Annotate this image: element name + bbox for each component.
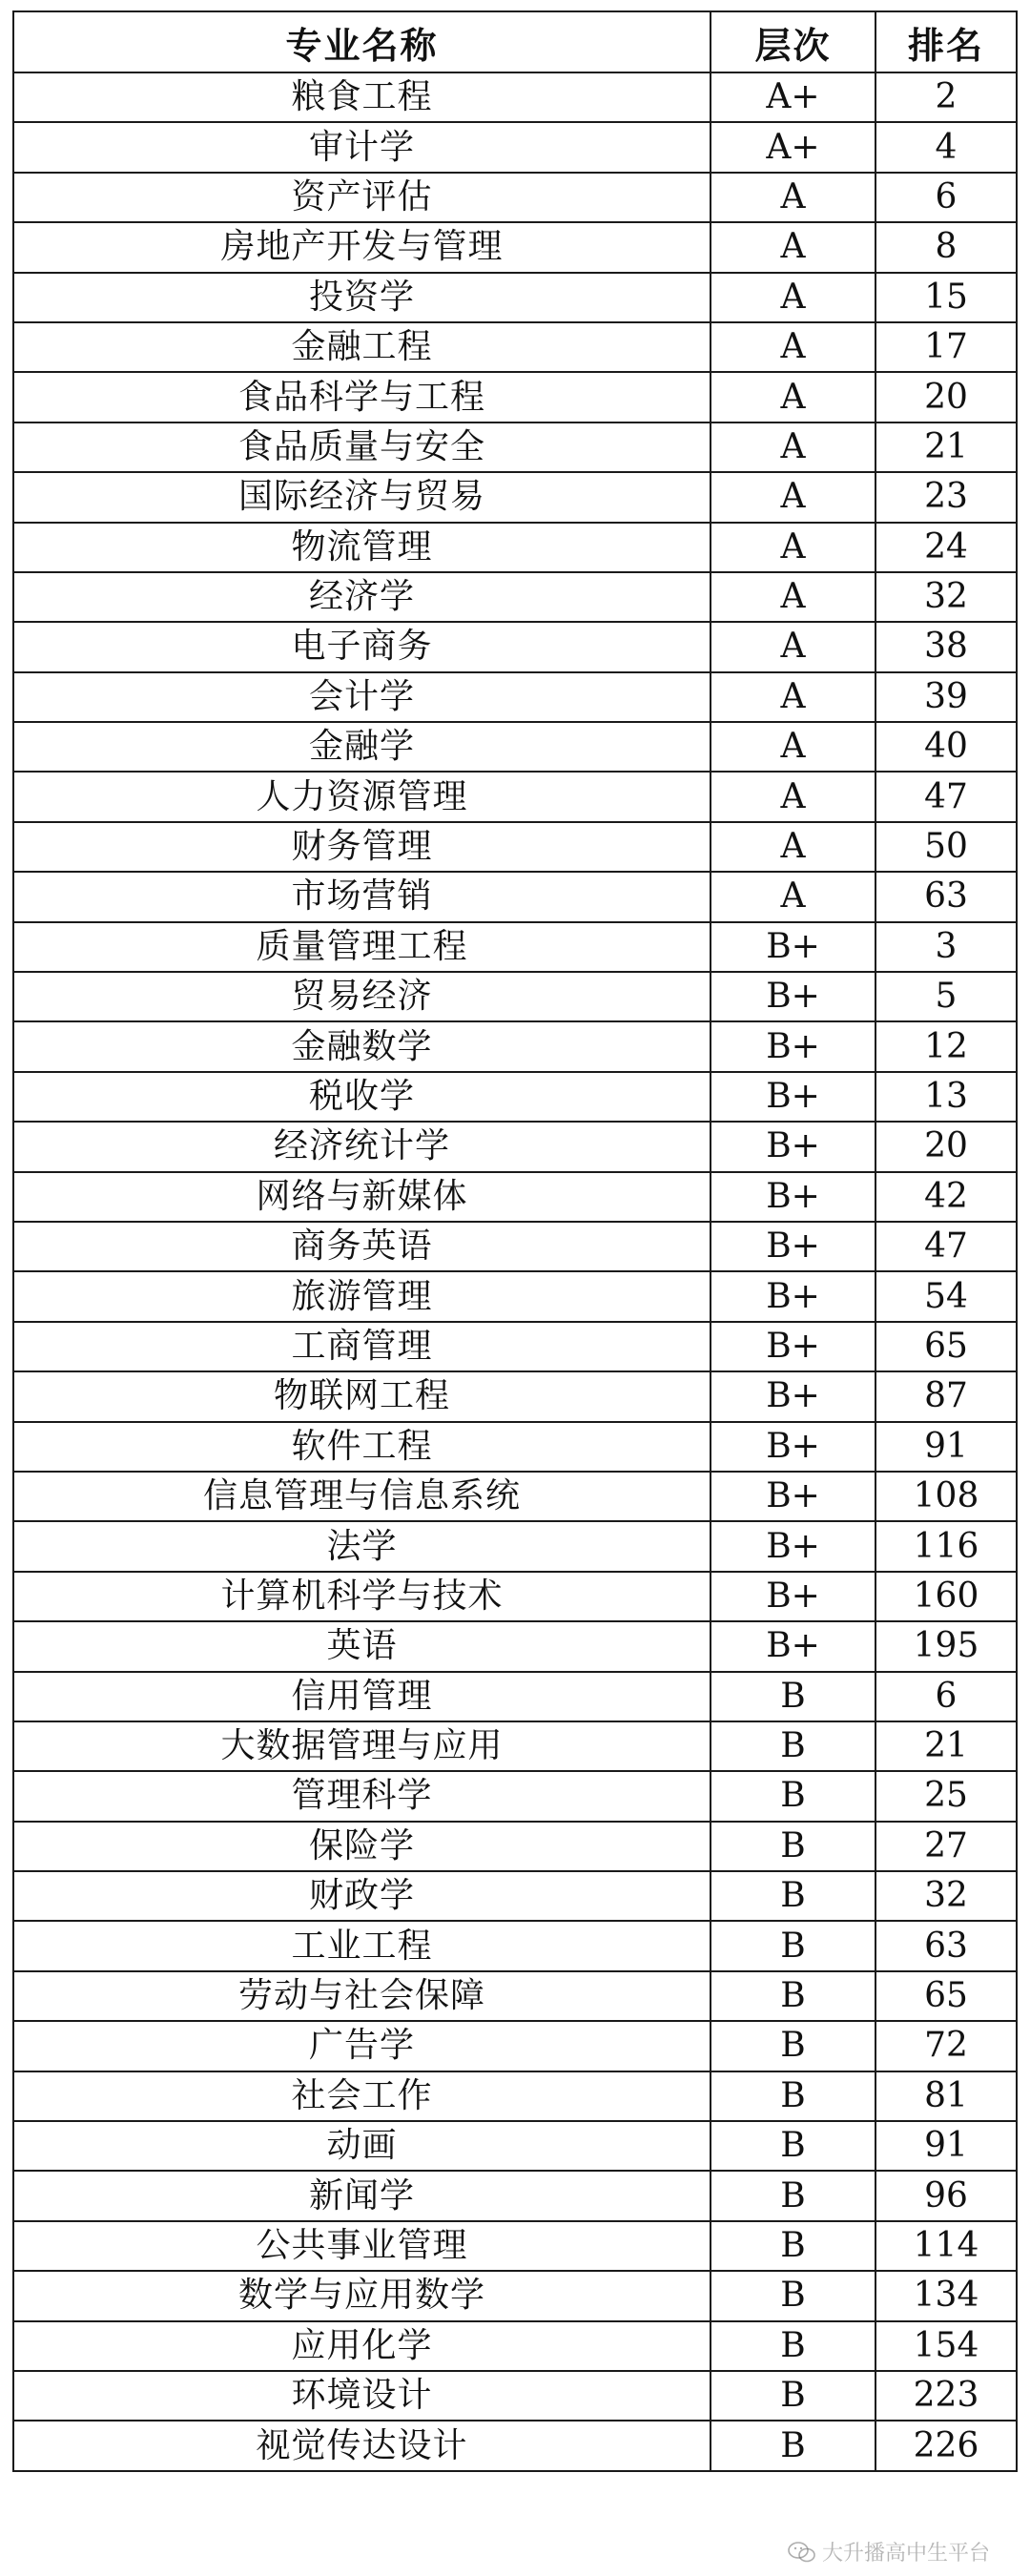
- cell-rank: 8: [876, 222, 1017, 272]
- table-row: [13, 2171, 1017, 2220]
- cell-major-name: 食品科学与工程: [13, 372, 711, 422]
- cell-rank: 81: [876, 2071, 1017, 2121]
- cell-level: B+: [711, 1322, 876, 1371]
- cell-level: B+: [711, 1521, 876, 1571]
- table-row: [13, 1172, 1017, 1222]
- cell-major-name: 金融学: [13, 722, 711, 772]
- cell-level: A: [711, 872, 876, 921]
- cell-major-name: 工商管理: [13, 1322, 711, 1371]
- table-row: [13, 2021, 1017, 2071]
- cell-rank: 32: [876, 572, 1017, 622]
- table-row: [13, 1322, 1017, 1371]
- table-row: [13, 322, 1017, 372]
- cell-rank: 21: [876, 422, 1017, 472]
- cell-major-name: 计算机科学与技术: [13, 1572, 711, 1621]
- cell-level: B: [711, 2421, 876, 2470]
- table-row: [13, 1271, 1017, 1321]
- cell-level: B+: [711, 1222, 876, 1271]
- cell-rank: 6: [876, 1672, 1017, 1721]
- table-row: [13, 2271, 1017, 2320]
- cell-major-name: 公共事业管理: [13, 2221, 711, 2271]
- cell-major-name: 投资学: [13, 273, 711, 322]
- table-row: [13, 872, 1017, 921]
- table-body: [13, 72, 1017, 2471]
- cell-major-name: 信息管理与信息系统: [13, 1472, 711, 1521]
- cell-level: A: [711, 273, 876, 322]
- cell-level: B: [711, 2371, 876, 2421]
- watermark: [788, 2537, 990, 2566]
- cell-level: A: [711, 173, 876, 222]
- cell-level: B: [711, 2321, 876, 2371]
- cell-major-name: 物流管理: [13, 523, 711, 572]
- cell-rank: 13: [876, 1072, 1017, 1122]
- cell-major-name: 信用管理: [13, 1672, 711, 1721]
- table-row: [13, 572, 1017, 622]
- cell-major-name: 社会工作: [13, 2071, 711, 2121]
- table-row: [13, 1771, 1017, 1821]
- cell-level: B+: [711, 972, 876, 1021]
- cell-level: B+: [711, 1371, 876, 1421]
- cell-major-name: 物联网工程: [13, 1371, 711, 1421]
- cell-major-name: 大数据管理与应用: [13, 1721, 711, 1771]
- cell-level: B: [711, 2121, 876, 2171]
- header-row: [13, 11, 1017, 72]
- cell-major-name: 商务英语: [13, 1222, 711, 1271]
- cell-level: B+: [711, 1271, 876, 1321]
- cell-rank: 47: [876, 1222, 1017, 1271]
- cell-level: B+: [711, 1021, 876, 1071]
- table-row: [13, 1621, 1017, 1671]
- cell-level: A: [711, 772, 876, 821]
- cell-rank: 114: [876, 2221, 1017, 2271]
- cell-level: B+: [711, 1472, 876, 1521]
- table-row: [13, 1971, 1017, 2021]
- cell-rank: 23: [876, 472, 1017, 522]
- cell-rank: 12: [876, 1021, 1017, 1071]
- cell-level: A+: [711, 72, 876, 122]
- table-row: [13, 2371, 1017, 2421]
- cell-level: A: [711, 472, 876, 522]
- table-row: [13, 1921, 1017, 1970]
- table-row: [13, 273, 1017, 322]
- cell-rank: 63: [876, 1921, 1017, 1970]
- table-row: [13, 722, 1017, 772]
- cell-level: A: [711, 422, 876, 472]
- cell-rank: 63: [876, 872, 1017, 921]
- cell-rank: 226: [876, 2421, 1017, 2470]
- cell-major-name: 贸易经济: [13, 972, 711, 1021]
- cell-major-name: 财政学: [13, 1871, 711, 1921]
- table-row: [13, 222, 1017, 272]
- table-row: [13, 1721, 1017, 1771]
- cell-major-name: 房地产开发与管理: [13, 222, 711, 272]
- cell-level: B: [711, 2021, 876, 2071]
- cell-rank: 27: [876, 1822, 1017, 1871]
- cell-rank: 160: [876, 1572, 1017, 1621]
- cell-rank: 20: [876, 372, 1017, 422]
- cell-level: B: [711, 1971, 876, 2021]
- header-rank: 排名: [876, 11, 1017, 72]
- cell-major-name: 金融数学: [13, 1021, 711, 1071]
- table-row: [13, 672, 1017, 722]
- table-row: [13, 1672, 1017, 1721]
- cell-major-name: 新闻学: [13, 2171, 711, 2220]
- table-row: [13, 1122, 1017, 1171]
- table-row: [13, 2071, 1017, 2121]
- cell-level: A: [711, 523, 876, 572]
- cell-rank: 42: [876, 1172, 1017, 1222]
- cell-level: A+: [711, 122, 876, 172]
- cell-major-name: 会计学: [13, 672, 711, 722]
- table-header: [13, 11, 1017, 72]
- cell-major-name: 软件工程: [13, 1422, 711, 1472]
- cell-rank: 108: [876, 1472, 1017, 1521]
- cell-rank: 20: [876, 1122, 1017, 1171]
- wechat-icon: [788, 2541, 816, 2564]
- table-row: [13, 2221, 1017, 2271]
- header-major-name: 专业名称: [13, 11, 711, 72]
- cell-level: B: [711, 1672, 876, 1721]
- cell-rank: 6: [876, 173, 1017, 222]
- cell-rank: 40: [876, 722, 1017, 772]
- cell-rank: 15: [876, 273, 1017, 322]
- cell-major-name: 工业工程: [13, 1921, 711, 1970]
- table-row: [13, 1822, 1017, 1871]
- cell-level: B+: [711, 1122, 876, 1171]
- cell-major-name: 市场营销: [13, 872, 711, 921]
- cell-rank: 91: [876, 1422, 1017, 1472]
- cell-level: A: [711, 322, 876, 372]
- cell-level: A: [711, 222, 876, 272]
- cell-level: B+: [711, 1422, 876, 1472]
- cell-level: A: [711, 822, 876, 872]
- table-row: [13, 922, 1017, 972]
- cell-rank: 32: [876, 1871, 1017, 1921]
- cell-rank: 47: [876, 772, 1017, 821]
- table-row: [13, 1572, 1017, 1621]
- table-row: [13, 972, 1017, 1021]
- cell-level: B: [711, 1721, 876, 1771]
- table-row: [13, 2321, 1017, 2371]
- cell-level: A: [711, 572, 876, 622]
- ranking-table: [12, 10, 1018, 2472]
- cell-level: B+: [711, 1072, 876, 1122]
- ranking-table-container: [12, 10, 1016, 2472]
- table-row: [13, 173, 1017, 222]
- cell-rank: 54: [876, 1271, 1017, 1321]
- cell-rank: 65: [876, 1322, 1017, 1371]
- cell-rank: 72: [876, 2021, 1017, 2071]
- cell-rank: 24: [876, 523, 1017, 572]
- cell-rank: 4: [876, 122, 1017, 172]
- table-row: [13, 622, 1017, 671]
- cell-rank: 2: [876, 72, 1017, 122]
- cell-major-name: 旅游管理: [13, 1271, 711, 1321]
- cell-major-name: 财务管理: [13, 822, 711, 872]
- cell-level: A: [711, 672, 876, 722]
- cell-major-name: 质量管理工程: [13, 922, 711, 972]
- cell-major-name: 保险学: [13, 1822, 711, 1871]
- table-row: [13, 1371, 1017, 1421]
- cell-level: B+: [711, 922, 876, 972]
- cell-level: B: [711, 1771, 876, 1821]
- cell-rank: 39: [876, 672, 1017, 722]
- cell-level: B: [711, 1871, 876, 1921]
- cell-major-name: 粮食工程: [13, 72, 711, 122]
- table-row: [13, 1472, 1017, 1521]
- cell-major-name: 广告学: [13, 2021, 711, 2071]
- cell-rank: 50: [876, 822, 1017, 872]
- cell-major-name: 管理科学: [13, 1771, 711, 1821]
- cell-rank: 116: [876, 1521, 1017, 1571]
- table-row: [13, 1422, 1017, 1472]
- cell-major-name: 国际经济与贸易: [13, 472, 711, 522]
- cell-rank: 65: [876, 1971, 1017, 2021]
- cell-level: B: [711, 2271, 876, 2320]
- cell-major-name: 环境设计: [13, 2371, 711, 2421]
- table-row: [13, 772, 1017, 821]
- table-row: [13, 2421, 1017, 2470]
- table-row: [13, 122, 1017, 172]
- table-row: [13, 472, 1017, 522]
- cell-rank: 195: [876, 1621, 1017, 1671]
- cell-level: B: [711, 1921, 876, 1970]
- cell-major-name: 食品质量与安全: [13, 422, 711, 472]
- table-row: [13, 822, 1017, 872]
- cell-major-name: 经济学: [13, 572, 711, 622]
- table-row: [13, 1021, 1017, 1071]
- cell-level: B+: [711, 1621, 876, 1671]
- cell-rank: 17: [876, 322, 1017, 372]
- watermark-text: 大升播高中生平台: [822, 2542, 991, 2566]
- cell-level: B: [711, 2171, 876, 2220]
- header-level: 层次: [711, 11, 876, 72]
- cell-level: B: [711, 2221, 876, 2271]
- cell-major-name: 资产评估: [13, 173, 711, 222]
- table-row: [13, 72, 1017, 122]
- cell-major-name: 人力资源管理: [13, 772, 711, 821]
- table-row: [13, 1871, 1017, 1921]
- table-row: [13, 2121, 1017, 2171]
- table-row: [13, 523, 1017, 572]
- table-row: [13, 422, 1017, 472]
- cell-rank: 5: [876, 972, 1017, 1021]
- cell-level: A: [711, 622, 876, 671]
- cell-level: A: [711, 722, 876, 772]
- cell-major-name: 劳动与社会保障: [13, 1971, 711, 2021]
- cell-level: B: [711, 1822, 876, 1871]
- cell-major-name: 动画: [13, 2121, 711, 2171]
- cell-major-name: 电子商务: [13, 622, 711, 671]
- cell-rank: 3: [876, 922, 1017, 972]
- cell-major-name: 网络与新媒体: [13, 1172, 711, 1222]
- table-row: [13, 1222, 1017, 1271]
- cell-rank: 96: [876, 2171, 1017, 2220]
- cell-rank: 91: [876, 2121, 1017, 2171]
- cell-level: A: [711, 372, 876, 422]
- cell-major-name: 审计学: [13, 122, 711, 172]
- cell-rank: 87: [876, 1371, 1017, 1421]
- cell-level: B: [711, 2071, 876, 2121]
- cell-major-name: 税收学: [13, 1072, 711, 1122]
- table-row: [13, 372, 1017, 422]
- cell-rank: 38: [876, 622, 1017, 671]
- cell-level: B+: [711, 1172, 876, 1222]
- cell-rank: 154: [876, 2321, 1017, 2371]
- cell-major-name: 应用化学: [13, 2321, 711, 2371]
- table-row: [13, 1072, 1017, 1122]
- cell-major-name: 视觉传达设计: [13, 2421, 711, 2470]
- cell-major-name: 法学: [13, 1521, 711, 1571]
- cell-rank: 25: [876, 1771, 1017, 1821]
- cell-major-name: 数学与应用数学: [13, 2271, 711, 2320]
- cell-major-name: 英语: [13, 1621, 711, 1671]
- table-row: [13, 1521, 1017, 1571]
- cell-major-name: 金融工程: [13, 322, 711, 372]
- cell-level: B+: [711, 1572, 876, 1621]
- cell-rank: 134: [876, 2271, 1017, 2320]
- cell-rank: 21: [876, 1721, 1017, 1771]
- cell-rank: 223: [876, 2371, 1017, 2421]
- cell-major-name: 经济统计学: [13, 1122, 711, 1171]
